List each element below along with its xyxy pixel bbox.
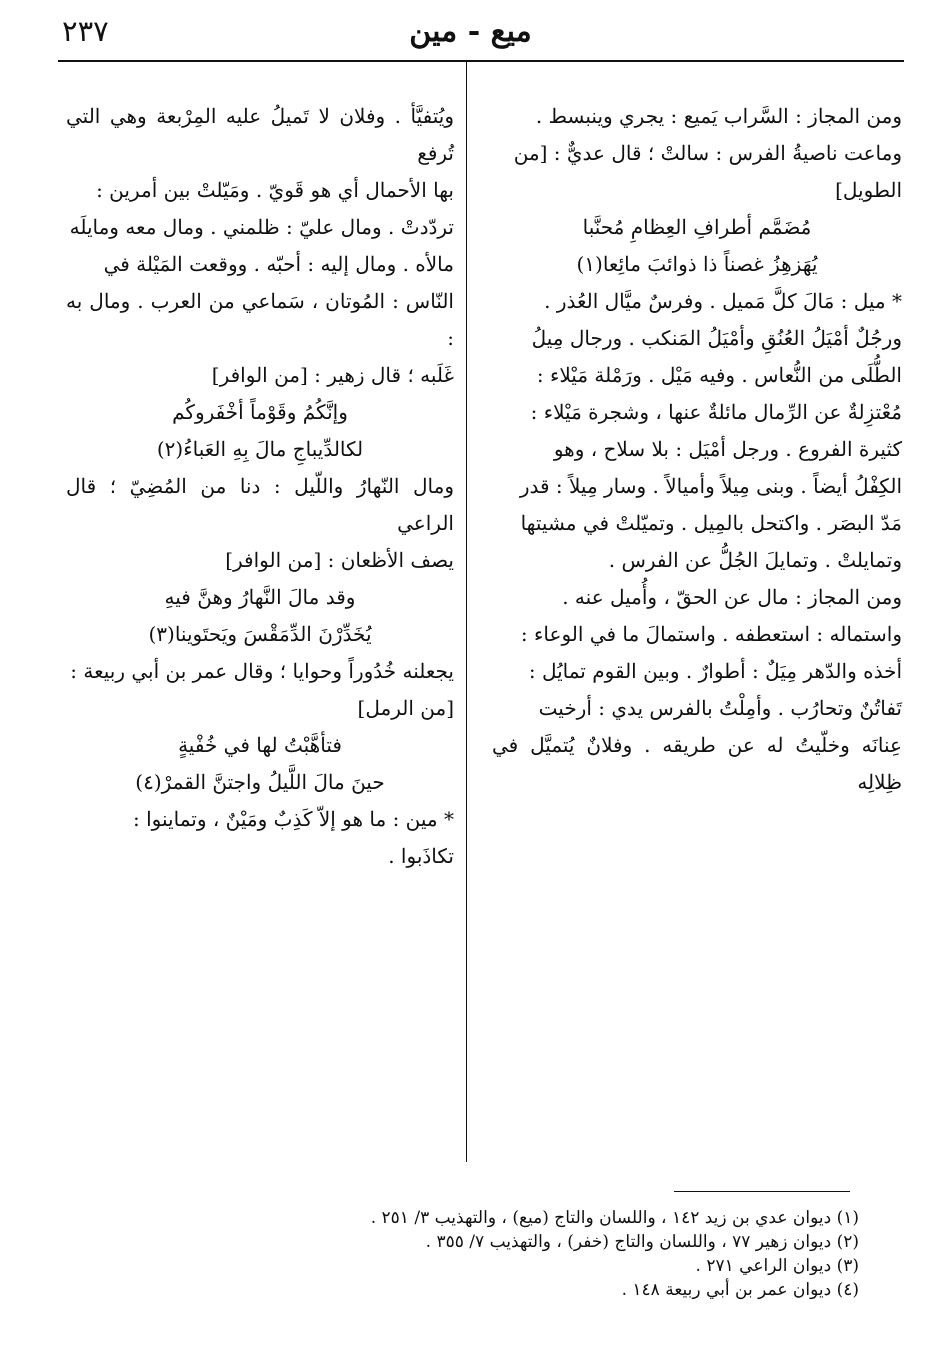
verse-line: يُخَدِّرْنَ الدِّمَقْسَ ويَحتَوينا(٣): [148, 622, 372, 646]
text-line: مَدّ البصَر . واكتحل بالمِيل . وتميّلتْ في مشيتها: [520, 511, 902, 535]
text-line: كثيرة الفروع . ورجل أمْيَل : بلا سلاح ، وهو: [553, 437, 902, 461]
left-column: [66, 98, 454, 875]
text-line: بها الأحمال أي هو قَويّ . ومَيّلتْ بين أمرين :: [96, 178, 454, 202]
text-line: الطويل]: [835, 178, 902, 202]
text-line: يجعلنه خُدُوراً وحوايا ؛ وقال عمر بن أبي ربيعة :: [70, 659, 454, 683]
right-column: [492, 98, 902, 801]
text-line: تَفاتُنٌ وتحارُب . وأمِلْتُ بالفرس يدي : أرخيت: [538, 696, 902, 720]
header-rule: [58, 60, 904, 62]
text-line: عِنانَه وخلّيتُ له عن طريقه . وفلانٌ يُتميَّل في ظِلالِه: [492, 733, 902, 794]
footnotes: [59, 1206, 859, 1302]
text-line: النّاس : المُوتان ، سَماعي من العرب . ومال به :: [66, 289, 454, 350]
running-title: ميع - مين: [409, 14, 532, 49]
footnote: (٣) ديوان الراعي ٢٧١ .: [695, 1256, 859, 1276]
text-line: ومن المجاز : السَّراب يَميع : يجري وينبسط .: [535, 104, 902, 128]
text-line: الطُّلَى من النُّعاس . وفيه مَيْل . ورَمْلة مَيْلاء :: [536, 363, 902, 387]
footnote: (٢) ديوان زهير ٧٧ ، واللسان والتاج (خفر) ، والتهذيب ٧/ ٣٥٥ .: [425, 1232, 859, 1252]
text-line: واستماله : استعطفه . واستمالَ ما في الوعاء :: [520, 622, 902, 646]
text-line: وتمايلتْ . وتمايلَ الجُلُّ عن الفرس .: [608, 548, 902, 572]
footnote-rule: [674, 1191, 850, 1192]
verse-line: وقد مالَ النَّهارُ وهنَّ فيهِ: [164, 585, 356, 609]
text-line: يصف الأظعان : [من الوافر]: [225, 548, 454, 572]
page-number: ٢٣٧: [62, 14, 109, 48]
text-line: مُعْتزِلةٌ عن الرِّمال مائلةٌ عنها ، وشجرة مَيْلاء :: [530, 400, 902, 424]
text-line: الكِفْلُ أيضاً . وبنى مِيلاً وأميالاً . وسار مِيلاً : قدر: [519, 474, 902, 498]
text-line: * ميل : مَالَ كلَّ مَميل . وفرسٌ ميَّال العُذر .: [544, 289, 902, 313]
text-line: ورجُلٌ أمْيَلُ العُنُقِ وأمْيَلُ المَنكب . ورجال مِيلُ: [531, 326, 902, 350]
text-line: وماعت ناصيةُ الفرس : سالتْ ؛ قال عديٌّ : [من: [513, 141, 902, 165]
text-line: مالأه . ومال إليه : أحبّه . ووقعت المَيْلة في: [103, 252, 454, 276]
verse-line: وإنَّكُمُ وقَوْماً أخْفَروكُم: [172, 400, 348, 424]
verse-line: فتأهَّبْتُ لها في خُفْيةٍ: [178, 733, 342, 757]
column-divider: [466, 62, 467, 1162]
text-line: * مين : ما هو إلاّ كَذِبٌ ومَيْنٌ ، وتماينوا :: [133, 807, 454, 831]
text-line: ومن المجاز : مال عن الحقّ ، وأُميل عنه .: [562, 585, 902, 609]
text-line: غَلَبه ؛ قال زهير : [من الوافر]: [211, 363, 454, 387]
footnote: (٤) ديوان عمر بن أبي ربيعة ١٤٨ .: [621, 1280, 859, 1300]
verse-line: يُهَزهِزُ غصناً ذا ذوائبَ مائِعا(١): [576, 252, 818, 276]
text-line: ويُتفيَّأ . وفلان لا تَميلُ عليه المِرْبعة وهي التي تُرفع: [66, 104, 454, 165]
verse-line: حينَ مالَ اللَّيلُ واجتنَّ القمرْ(٤): [135, 770, 385, 794]
text-line: ومال النّهارُ واللّيل : دنا من المُضِيّ ؛ قال الراعي: [66, 474, 454, 535]
text-line: تكاذَبوا .: [388, 844, 454, 868]
footnote: (١) ديوان عدي بن زيد ١٤٢ ، واللسان والتاج (ميع) ، والتهذيب ٣/ ٢٥١ .: [370, 1208, 859, 1228]
verse-line: لكالدِّيباجِ مالَ بِهِ العَباءُ(٢): [156, 437, 364, 461]
text-line: تردّدتْ . ومال عليّ : ظلمني . ومال معه ومايلَه: [69, 215, 454, 239]
verse-line: مُضَمَّم أطرافِ العِظامِ مُحنَّبا: [582, 215, 812, 239]
text-line: أخذه والدّهر مِيَلٌ : أطوارٌ . وبين القوم تمايُل :: [528, 659, 902, 683]
text-line: [من الرمل]: [357, 696, 454, 720]
